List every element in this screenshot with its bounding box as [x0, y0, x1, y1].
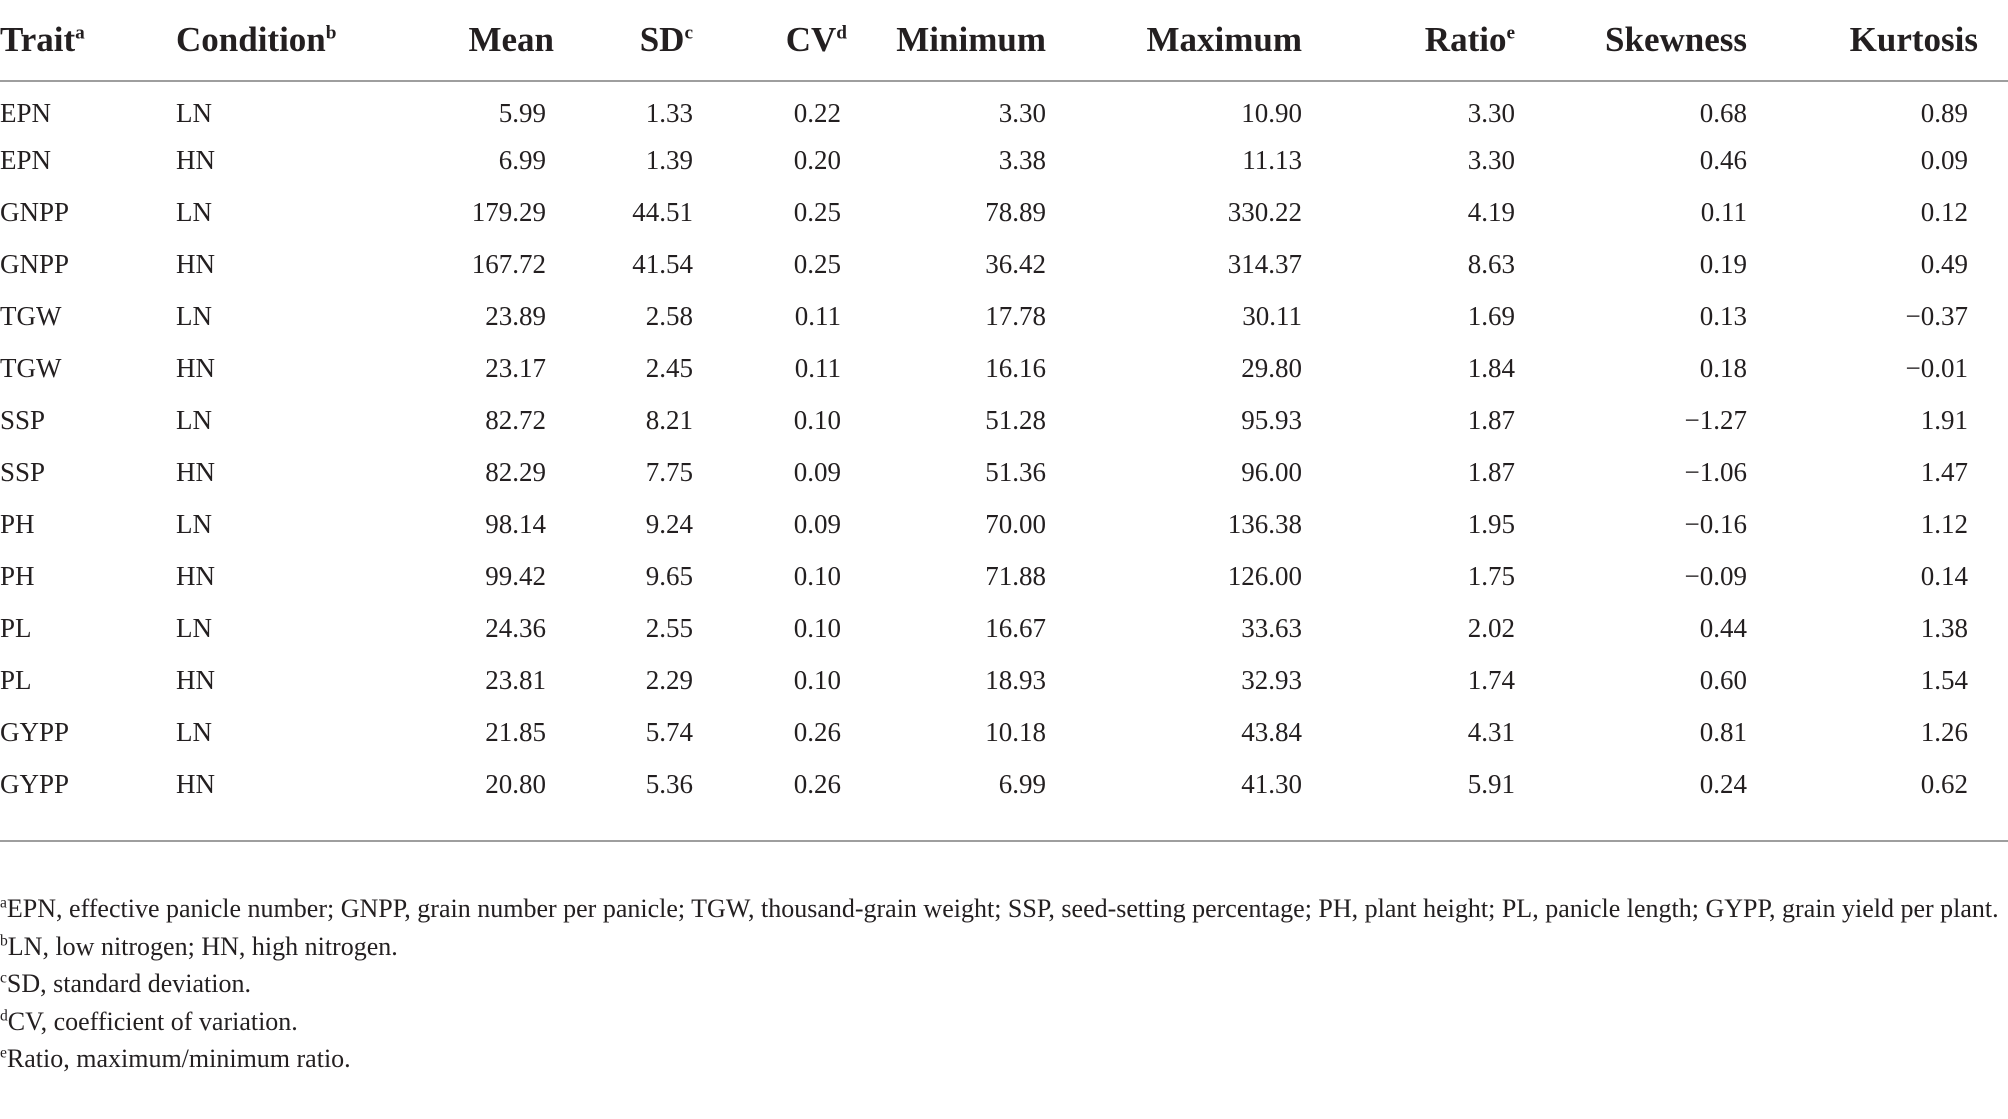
cell-kurtosis: 1.91	[1920, 404, 1968, 435]
table-row	[0, 446, 2008, 498]
header-row	[0, 0, 2008, 81]
table-row	[0, 498, 2008, 550]
cell-sd: 8.21	[645, 404, 693, 435]
cell-kurtosis: −0.37	[1905, 300, 1968, 331]
cell-minimum: 51.36	[985, 456, 1046, 487]
cell-maximum: 33.63	[1241, 612, 1302, 643]
cell-kurtosis: 0.14	[1920, 560, 1968, 591]
cell-skewness: 0.60	[1699, 664, 1747, 695]
cell-cv: 0.10	[793, 664, 841, 695]
cell-cv: 0.11	[794, 352, 841, 383]
cell-trait: PH	[0, 560, 35, 591]
cell-mean: 23.89	[485, 300, 546, 331]
cell-kurtosis: 0.89	[1920, 97, 1968, 128]
cell-minimum: 10.18	[985, 716, 1046, 747]
cell-skewness: 0.24	[1521, 758, 1747, 841]
cell-condition: LN	[176, 716, 212, 747]
header-trait: Trait$^a$	[0, 0, 176, 81]
table-row	[0, 706, 2008, 758]
cell-minimum: 51.28	[985, 404, 1046, 435]
cell-sd: 5.36	[554, 758, 699, 841]
cell-maximum: 41.30	[1046, 758, 1302, 841]
cell-mean: 23.81	[485, 664, 546, 695]
table-row	[0, 394, 2008, 446]
cell-condition: LN	[176, 300, 212, 331]
cell-ratio: 1.69	[1467, 300, 1515, 331]
footnote-mark: a	[0, 894, 7, 912]
header-sd: $SD^c$	[554, 0, 699, 81]
cell-trait: EPN	[0, 97, 52, 128]
footnote-mark: c	[0, 969, 7, 987]
cell-ratio: 5.91	[1302, 758, 1521, 841]
cell-kurtosis: 1.54	[1920, 664, 1968, 695]
header-condition: Condition$^b$	[176, 0, 416, 81]
cell-skewness: 0.46	[1699, 144, 1747, 175]
table-row	[0, 134, 2008, 186]
footnotes	[0, 890, 2000, 1078]
table-row	[0, 654, 2008, 706]
cell-mean: 167.72	[471, 248, 546, 279]
cell-sd: 41.54	[632, 248, 693, 279]
cell-condition: LN	[176, 404, 212, 435]
cell-cv: 0.09	[793, 508, 841, 539]
cell-minimum: 18.93	[985, 664, 1046, 695]
cell-mean: 24.36	[485, 612, 546, 643]
table-row	[0, 550, 2008, 602]
cell-minimum: 78.89	[985, 196, 1046, 227]
cell-minimum: 3.38	[998, 144, 1046, 175]
cell-trait: TGW	[0, 352, 62, 383]
cell-condition: LN	[176, 612, 212, 643]
cell-ratio: 1.87	[1467, 404, 1515, 435]
cell-condition: HN	[176, 560, 215, 591]
cell-maximum: 136.38	[1227, 508, 1302, 539]
cell-ratio: 1.75	[1467, 560, 1515, 591]
cell-minimum: 3.30	[998, 97, 1046, 128]
cell-maximum: 95.93	[1241, 404, 1302, 435]
header-minimum: Minimum	[847, 0, 1046, 81]
cell-sd: 5.74	[645, 716, 693, 747]
cell-cv: 0.20	[793, 144, 841, 175]
cell-maximum: 43.84	[1241, 716, 1302, 747]
cell-condition: HN	[176, 248, 215, 279]
cell-cv: 0.25	[793, 196, 841, 227]
header-cv: $CV^d$	[699, 0, 847, 81]
cell-skewness: −1.27	[1684, 404, 1747, 435]
cell-skewness: 0.19	[1699, 248, 1747, 279]
cell-minimum: 16.67	[985, 612, 1046, 643]
cell-mean: 23.17	[485, 352, 546, 383]
cell-mean: 6.99	[498, 144, 546, 175]
cell-minimum: 17.78	[985, 300, 1046, 331]
cell-sd: 2.55	[645, 612, 693, 643]
cell-condition: LN	[176, 97, 212, 128]
cell-skewness: −1.06	[1684, 456, 1747, 487]
cell-sd: 2.58	[645, 300, 693, 331]
cell-cv: 0.09	[793, 456, 841, 487]
cell-skewness: 0.68	[1699, 97, 1747, 128]
cell-kurtosis: 0.12	[1920, 196, 1968, 227]
header-maximum: Maximum	[1046, 0, 1302, 81]
table-body	[0, 81, 2008, 841]
cell-maximum: 29.80	[1241, 352, 1302, 383]
table-row	[0, 758, 2008, 841]
cell-mean: 99.42	[485, 560, 546, 591]
footnote-c	[0, 965, 2000, 1003]
footnote-text: SD, standard deviation.	[6, 969, 251, 998]
cell-skewness: 0.11	[1700, 196, 1747, 227]
cell-cv: 0.10	[793, 404, 841, 435]
cell-condition: HN	[176, 352, 215, 383]
table-row	[0, 81, 2008, 134]
cell-sd: 9.65	[645, 560, 693, 591]
cell-sd: 9.24	[645, 508, 693, 539]
cell-trait: SSP	[0, 404, 46, 435]
cell-mean: 179.29	[471, 196, 546, 227]
cell-condition: LN	[176, 508, 212, 539]
cell-skewness: 0.18	[1699, 352, 1747, 383]
cell-trait: PH	[0, 508, 35, 539]
cell-trait: GYPP	[0, 758, 176, 841]
cell-sd: 7.75	[645, 456, 693, 487]
cell-sd: 1.33	[645, 97, 693, 128]
cell-cv: 0.10	[793, 560, 841, 591]
cell-kurtosis: 1.38	[1920, 612, 1968, 643]
cell-kurtosis: 1.26	[1920, 716, 1968, 747]
cell-skewness: 0.81	[1699, 716, 1747, 747]
cell-cv: 0.11	[794, 300, 841, 331]
cell-condition: HN	[176, 456, 215, 487]
cell-kurtosis: −0.01	[1905, 352, 1968, 383]
cell-ratio: 1.87	[1467, 456, 1515, 487]
cell-skewness: −0.09	[1684, 560, 1747, 591]
cell-ratio: 1.84	[1467, 352, 1515, 383]
cell-trait: EPN	[0, 144, 52, 175]
footnote-mark: d	[0, 1006, 8, 1024]
footnote-e	[0, 1040, 2000, 1078]
cell-mean: 82.29	[485, 456, 546, 487]
footnote-mark: b	[0, 931, 8, 949]
cell-minimum: 6.99	[847, 758, 1046, 841]
header-skewness: Skewness	[1521, 0, 1747, 81]
table-row	[0, 342, 2008, 394]
header-kurtosis: Kurtosis	[1747, 0, 2008, 81]
footnote-text: Ratio, maximum/minimum ratio.	[6, 1044, 351, 1073]
cell-mean: 82.72	[485, 404, 546, 435]
cell-cv: 0.26	[793, 716, 841, 747]
cell-mean: 98.14	[485, 508, 546, 539]
table-row	[0, 186, 2008, 238]
cell-maximum: 126.00	[1227, 560, 1302, 591]
cell-maximum: 96.00	[1241, 456, 1302, 487]
cell-trait: PL	[0, 664, 32, 695]
footnote-mark: e	[0, 1044, 7, 1062]
cell-mean: 21.85	[485, 716, 546, 747]
cell-maximum: 30.11	[1242, 300, 1302, 331]
cell-ratio: 3.30	[1467, 144, 1515, 175]
cell-skewness: 0.44	[1699, 612, 1747, 643]
footnote-b	[0, 928, 2000, 966]
cell-trait: GYPP	[0, 716, 70, 747]
cell-minimum: 71.88	[985, 560, 1046, 591]
footnote-a	[0, 890, 2000, 928]
cell-trait: GNPP	[0, 196, 70, 227]
cell-skewness: 0.13	[1699, 300, 1747, 331]
cell-kurtosis: 1.12	[1920, 508, 1968, 539]
cell-ratio: 3.30	[1467, 97, 1515, 128]
cell-condition: HN	[176, 758, 416, 841]
cell-sd: 44.51	[632, 196, 693, 227]
cell-trait: GNPP	[0, 248, 70, 279]
cell-kurtosis: 0.62	[1747, 758, 2008, 841]
footnote-text: LN, low nitrogen; HN, high nitrogen.	[7, 931, 398, 961]
cell-sd: 2.29	[645, 664, 693, 695]
cell-condition: LN	[176, 196, 212, 227]
cell-kurtosis: 1.47	[1920, 456, 1968, 487]
footnote-d	[0, 1003, 2000, 1041]
cell-maximum: 32.93	[1241, 664, 1302, 695]
cell-minimum: 36.42	[985, 248, 1046, 279]
table-row	[0, 602, 2008, 654]
cell-trait: PL	[0, 612, 32, 643]
cell-sd: 1.39	[645, 144, 693, 175]
footnote-text: CV, coefficient of variation.	[7, 1006, 298, 1036]
cell-maximum: 10.90	[1241, 97, 1302, 128]
cell-cv: 0.10	[793, 612, 841, 643]
cell-condition: HN	[176, 664, 215, 695]
table-row	[0, 238, 2008, 290]
cell-ratio: 1.95	[1467, 508, 1515, 539]
cell-maximum: 11.13	[1242, 144, 1302, 175]
cell-skewness: −0.16	[1684, 508, 1747, 539]
cell-cv: 0.25	[793, 248, 841, 279]
cell-cv: 0.22	[793, 97, 841, 128]
cell-kurtosis: 0.09	[1920, 144, 1968, 175]
cell-mean: 20.80	[416, 758, 554, 841]
cell-maximum: 314.37	[1227, 248, 1302, 279]
cell-mean: 5.99	[498, 97, 546, 128]
cell-cv: 0.26	[699, 758, 847, 841]
cell-ratio: 2.02	[1467, 612, 1515, 643]
cell-ratio: 1.74	[1467, 664, 1515, 695]
header-ratio: Ratio$^e$	[1302, 0, 1521, 81]
footnote-text: EPN, effective panicle number; GNPP, grain number per panicle; TGW, thousand-grain weight; SSP, seed-setting percentage; PH, plant height; PL, panicle length; GYPP, grain yield per plant.	[6, 894, 1999, 923]
cell-ratio: 8.63	[1467, 248, 1515, 279]
cell-ratio: 4.19	[1467, 196, 1515, 227]
cell-kurtosis: 0.49	[1920, 248, 1968, 279]
cell-minimum: 70.00	[985, 508, 1046, 539]
cell-trait: SSP	[0, 456, 46, 487]
cell-trait: TGW	[0, 300, 62, 331]
table-row	[0, 290, 2008, 342]
cell-sd: 2.45	[645, 352, 693, 383]
cell-maximum: 330.22	[1227, 196, 1302, 227]
cell-condition: HN	[176, 144, 215, 175]
cell-ratio: 4.31	[1467, 716, 1515, 747]
cell-minimum: 16.16	[985, 352, 1046, 383]
header-mean: Mean	[416, 0, 554, 81]
